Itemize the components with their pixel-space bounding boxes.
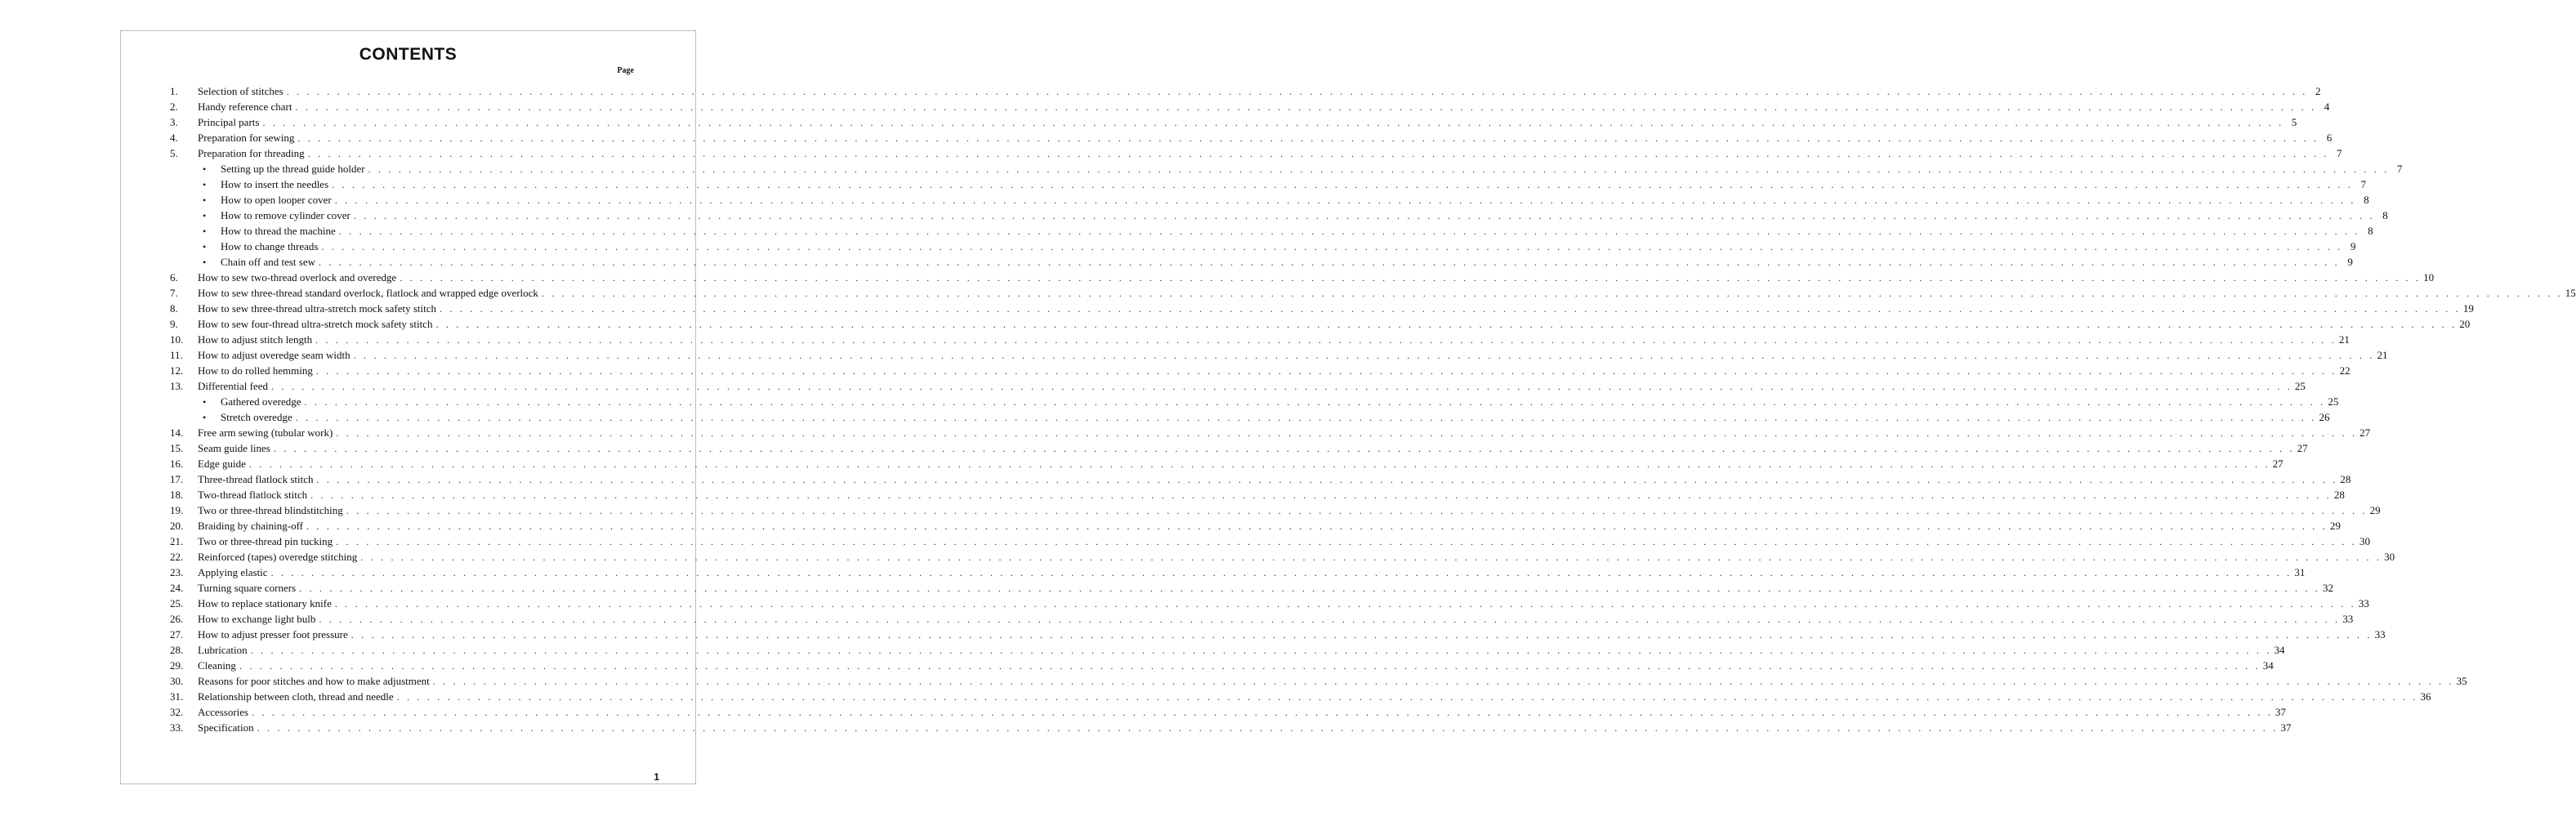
- dot-leader: . . . . . . . . . . . . . . . . . . . . . . . . . . . . . . . . . . . . . . . . . . . . . . . . . . . . . . . . . . . . . . . . . . . . . . . . . . . . . . . . . . . . . . . . . . . . . . . . . . . . . . . . . . . . . . . . . . . . . . . . . . . . . . . . . . . . . . . . . . . . . . . . . . . . . . . . . . . . . . . . . . . . . . . . . . . . . . . . . . . . . . . . . . . . . . . . . . . . . . . .: [295, 412, 2317, 423]
- dot-leader: . . . . . . . . . . . . . . . . . . . . . . . . . . . . . . . . . . . . . . . . . . . . . . . . . . . . . . . . . . . . . . . . . . . . . . . . . . . . . . . . . . . . . . . . . . . . . . . . . . . . . . . . . . . . . . . . . . . . . . . . . . . . . . . . . . . . . . . . . . . . . . . . . . . . . . . . . . . . . . . . . . . . . . . . . . . . . . . . . . . . . . . . . . . . . . . . . . . . . . . .: [400, 272, 2422, 283]
- entry-title: Preparation for sewing: [198, 132, 295, 144]
- entry-number: 1.: [170, 85, 178, 97]
- entry-title: Lubrication: [198, 644, 248, 656]
- entry-page-number: 21: [2377, 349, 2388, 361]
- entry-number: 31.: [170, 690, 184, 703]
- entry-title: How to sew four-thread ultra-stretch mock safety stitch: [198, 318, 433, 330]
- entry-number: 23.: [170, 566, 184, 578]
- dot-leader: . . . . . . . . . . . . . . . . . . . . . . . . . . . . . . . . . . . . . . . . . . . . . . . . . . . . . . . . . . . . . . . . . . . . . . . . . . . . . . . . . . . . . . . . . . . . . . . . . . . . . . . . . . . . . . . . . . . . . . . . . . . . . . . . . . . . . . . . . . . . . . . . . . . . . . . . . . . . . . . . . . . . . . . . . . . . . . . . . . . . . . . . . . . . . . . . . . . . . . . .: [315, 334, 2337, 346]
- entry-title: Selection of stitches: [198, 85, 283, 97]
- entry-page-number: 25: [2294, 380, 2306, 392]
- page-column-header: Page: [617, 66, 634, 75]
- entry-title: How to adjust presser foot pressure: [198, 628, 348, 641]
- entry-number: 13.: [170, 380, 184, 392]
- entry-title: Relationship between cloth, thread and needle: [198, 690, 394, 703]
- dot-leader: . . . . . . . . . . . . . . . . . . . . . . . . . . . . . . . . . . . . . . . . . . . . . . . . . . . . . . . . . . . . . . . . . . . . . . . . . . . . . . . . . . . . . . . . . . . . . . . . . . . . . . . . . . . . . . . . . . . . . . . . . . . . . . . . . . . . . . . . . . . . . . . . . . . . . . . . . . . . . . . . . . . . . . . . . . . . . . . . . . . . . . . . . . . . . . . . . . . . . . . .: [346, 505, 2368, 516]
- entry-page-number: 28: [2340, 473, 2351, 485]
- entry-title: Two or three-thread pin tucking: [198, 535, 333, 547]
- entry-page-number: 25: [2328, 395, 2339, 408]
- toc-entry: [170, 83, 2321, 99]
- entry-number: 24.: [170, 582, 184, 594]
- entry-title: Gathered overedge: [221, 395, 301, 408]
- dot-leader: . . . . . . . . . . . . . . . . . . . . . . . . . . . . . . . . . . . . . . . . . . . . . . . . . . . . . . . . . . . . . . . . . . . . . . . . . . . . . . . . . . . . . . . . . . . . . . . . . . . . . . . . . . . . . . . . . . . . . . . . . . . . . . . . . . . . . . . . . . . . . . . . . . . . . . . . . . . . . . . . . . . . . . . . . . . . . . . . . . . . . . . . . . . . . . . . . . . . . . . .: [353, 210, 2375, 221]
- entry-page-number: 36: [2420, 690, 2431, 703]
- dot-leader: . . . . . . . . . . . . . . . . . . . . . . . . . . . . . . . . . . . . . . . . . . . . . . . . . . . . . . . . . . . . . . . . . . . . . . . . . . . . . . . . . . . . . . . . . . . . . . . . . . . . . . . . . . . . . . . . . . . . . . . . . . . . . . . . . . . . . . . . . . . . . . . . . . . . . . . . . . . . . . . . . . . . . . . . . . . . . . . . . . . . . . . . . . . . . . . . . . . . . . . .: [271, 381, 2293, 392]
- entry-title: How to change threads: [221, 240, 319, 252]
- entry-page-number: 29: [2329, 520, 2341, 532]
- entry-number: 26.: [170, 613, 184, 625]
- toc-subentry: [170, 223, 2373, 239]
- entry-page-number: 19: [2462, 302, 2474, 315]
- dot-leader: . . . . . . . . . . . . . . . . . . . . . . . . . . . . . . . . . . . . . . . . . . . . . . . . . . . . . . . . . . . . . . . . . . . . . . . . . . . . . . . . . . . . . . . . . . . . . . . . . . . . . . . . . . . . . . . . . . . . . . . . . . . . . . . . . . . . . . . . . . . . . . . . . . . . . . . . . . . . . . . . . . . . . . . . . . . . . . . . . . . . . . . . . . . . . . . . . . . . . . . .: [299, 583, 2320, 594]
- entry-number: 32.: [170, 706, 184, 718]
- dot-leader: . . . . . . . . . . . . . . . . . . . . . . . . . . . . . . . . . . . . . . . . . . . . . . . . . . . . . . . . . . . . . . . . . . . . . . . . . . . . . . . . . . . . . . . . . . . . . . . . . . . . . . . . . . . . . . . . . . . . . . . . . . . . . . . . . . . . . . . . . . . . . . . . . . . . . . . . . . . . . . . . . . . . . . . . . . . . . . . . . . . . . . . . . . . . . . . . . . . . . . . .: [316, 474, 2338, 485]
- entry-title: How to insert the needles: [221, 178, 329, 190]
- entry-title: Two or three-thread blindstitching: [198, 504, 343, 516]
- entry-page-number: 37: [2280, 721, 2292, 734]
- entry-title: Seam guide lines: [198, 442, 270, 454]
- entry-title: Applying elastic: [198, 566, 268, 578]
- toc-entry: [170, 487, 2345, 502]
- entry-page-number: 10: [2423, 271, 2435, 283]
- entry-number: 29.: [170, 659, 184, 672]
- entry-title: Differential feed: [198, 380, 269, 392]
- dot-leader: . . . . . . . . . . . . . . . . . . . . . . . . . . . . . . . . . . . . . . . . . . . . . . . . . . . . . . . . . . . . . . . . . . . . . . . . . . . . . . . . . . . . . . . . . . . . . . . . . . . . . . . . . . . . . . . . . . . . . . . . . . . . . . . . . . . . . . . . . . . . . . . . . . . . . . . . . . . . . . . . . . . . . . . . . . . . . . . . . . . . . . . . . . . . . . . . . . . . . . . .: [252, 707, 2273, 718]
- entry-page-number: 26: [2319, 411, 2330, 423]
- toc-subentry: [170, 239, 2356, 254]
- entry-number: 21.: [170, 535, 184, 547]
- entry-page-number: 27: [2359, 426, 2371, 439]
- toc-entry: [170, 580, 2333, 596]
- toc-entry: [170, 611, 2354, 627]
- entry-number: 3.: [170, 116, 178, 128]
- entry-page-number: 8: [2382, 209, 2388, 221]
- toc-subentry: [170, 161, 2403, 176]
- entry-title: Specification: [198, 721, 254, 734]
- toc-subentry: [170, 176, 2366, 192]
- entry-bullet: •: [203, 210, 207, 221]
- toc-subentry: [170, 394, 2339, 409]
- toc-entry: [170, 114, 2297, 130]
- entry-number: 22.: [170, 551, 184, 563]
- dot-leader: . . . . . . . . . . . . . . . . . . . . . . . . . . . . . . . . . . . . . . . . . . . . . . . . . . . . . . . . . . . . . . . . . . . . . . . . . . . . . . . . . . . . . . . . . . . . . . . . . . . . . . . . . . . . . . . . . . . . . . . . . . . . . . . . . . . . . . . . . . . . . . . . . . . . . . . . . . . . . . . . . . . . . . . . . . . . . . . . . . . . . . . . . . . . . . . . . . . . . . . .: [332, 179, 2353, 190]
- toc-entry: [170, 301, 2474, 316]
- entry-title: How to do rolled hemming: [198, 364, 313, 377]
- entry-number: 6.: [170, 271, 178, 283]
- entry-number: 33.: [170, 721, 184, 734]
- table-of-contents: [170, 83, 2576, 735]
- entry-page-number: 8: [2364, 194, 2369, 206]
- entry-page-number: 31: [2294, 566, 2306, 578]
- entry-title: How to sew two-thread overlock and overedge: [198, 271, 397, 283]
- toc-entry: [170, 549, 2395, 565]
- entry-bullet: •: [203, 396, 207, 408]
- dot-leader: . . . . . . . . . . . . . . . . . . . . . . . . . . . . . . . . . . . . . . . . . . . . . . . . . . . . . . . . . . . . . . . . . . . . . . . . . . . . . . . . . . . . . . . . . . . . . . . . . . . . . . . . . . . . . . . . . . . . . . . . . . . . . . . . . . . . . . . . . . . . . . . . . . . . . . . . . . . . . . . . . . . . . . . . . . . . . . . . . . . . . . . . . . . . . . . . . . . . . . . .: [360, 551, 2382, 563]
- entry-number: 25.: [170, 597, 184, 609]
- entry-number: 16.: [170, 458, 184, 470]
- dot-leader: . . . . . . . . . . . . . . . . . . . . . . . . . . . . . . . . . . . . . . . . . . . . . . . . . . . . . . . . . . . . . . . . . . . . . . . . . . . . . . . . . . . . . . . . . . . . . . . . . . . . . . . . . . . . . . . . . . . . . . . . . . . . . . . . . . . . . . . . . . . . . . . . . . . . . . . . . . . . . . . . . . . . . . . . . . . . . . . . . . . . . . . . . . . . . . . . . . . . . . . .: [262, 117, 2284, 128]
- entry-title: Edge guide: [198, 458, 246, 470]
- toc-subentry: [170, 192, 2369, 208]
- entry-title: How to replace stationary knife: [198, 597, 332, 609]
- dot-leader: . . . . . . . . . . . . . . . . . . . . . . . . . . . . . . . . . . . . . . . . . . . . . . . . . . . . . . . . . . . . . . . . . . . . . . . . . . . . . . . . . . . . . . . . . . . . . . . . . . . . . . . . . . . . . . . . . . . . . . . . . . . . . . . . . . . . . . . . . . . . . . . . . . . . . . . . . . . . . . . . . . . . . . . . . . . . . . . . . . . . . . . . . . . . . . . . . . . . . . . .: [541, 288, 2563, 299]
- entry-page-number: 7: [2337, 147, 2342, 159]
- entry-number: 17.: [170, 473, 184, 485]
- dot-leader: . . . . . . . . . . . . . . . . . . . . . . . . . . . . . . . . . . . . . . . . . . . . . . . . . . . . . . . . . . . . . . . . . . . . . . . . . . . . . . . . . . . . . . . . . . . . . . . . . . . . . . . . . . . . . . . . . . . . . . . . . . . . . . . . . . . . . . . . . . . . . . . . . . . . . . . . . . . . . . . . . . . . . . . . . . . . . . . . . . . . . . . . . . . . . . . . . . . . . . . .: [295, 101, 2317, 113]
- toc-entry: [170, 285, 2576, 301]
- entry-number: 19.: [170, 504, 184, 516]
- entry-page-number: 9: [2350, 240, 2356, 252]
- entry-title: Two-thread flatlock stitch: [198, 489, 308, 501]
- toc-entry: [170, 627, 2386, 642]
- dot-leader: . . . . . . . . . . . . . . . . . . . . . . . . . . . . . . . . . . . . . . . . . . . . . . . . . . . . . . . . . . . . . . . . . . . . . . . . . . . . . . . . . . . . . . . . . . . . . . . . . . . . . . . . . . . . . . . . . . . . . . . . . . . . . . . . . . . . . . . . . . . . . . . . . . . . . . . . . . . . . . . . . . . . . . . . . . . . . . . . . . . . . . . . . . . . . . . . . . . . . . . .: [336, 536, 2357, 547]
- dot-leader: . . . . . . . . . . . . . . . . . . . . . . . . . . . . . . . . . . . . . . . . . . . . . . . . . . . . . . . . . . . . . . . . . . . . . . . . . . . . . . . . . . . . . . . . . . . . . . . . . . . . . . . . . . . . . . . . . . . . . . . . . . . . . . . . . . . . . . . . . . . . . . . . . . . . . . . . . . . . . . . . . . . . . . . . . . . . . . . . . . . . . . . . . . . . . . . . . . . . . . . .: [297, 132, 2319, 144]
- dot-leader: . . . . . . . . . . . . . . . . . . . . . . . . . . . . . . . . . . . . . . . . . . . . . . . . . . . . . . . . . . . . . . . . . . . . . . . . . . . . . . . . . . . . . . . . . . . . . . . . . . . . . . . . . . . . . . . . . . . . . . . . . . . . . . . . . . . . . . . . . . . . . . . . . . . . . . . . . . . . . . . . . . . . . . . . . . . . . . . . . . . . . . . . . . . . . . . . . . . . . . . .: [304, 396, 2326, 408]
- entry-title: How to sew three-thread standard overlock, flatlock and wrapped edge overlock: [198, 287, 538, 299]
- toc-entry: [170, 471, 2351, 487]
- entry-number: 7.: [170, 287, 178, 299]
- entry-number: 9.: [170, 318, 178, 330]
- entry-title: How to remove cylinder cover: [221, 209, 350, 221]
- dot-leader: . . . . . . . . . . . . . . . . . . . . . . . . . . . . . . . . . . . . . . . . . . . . . . . . . . . . . . . . . . . . . . . . . . . . . . . . . . . . . . . . . . . . . . . . . . . . . . . . . . . . . . . . . . . . . . . . . . . . . . . . . . . . . . . . . . . . . . . . . . . . . . . . . . . . . . . . . . . . . . . . . . . . . . . . . . . . . . . . . . . . . . . . . . . . . . . . . . . . . . . .: [319, 257, 2340, 268]
- entry-number: 11.: [170, 349, 183, 361]
- toc-subentry: [170, 254, 2353, 270]
- entry-title: Free arm sewing (tubular work): [198, 426, 333, 439]
- dot-leader: . . . . . . . . . . . . . . . . . . . . . . . . . . . . . . . . . . . . . . . . . . . . . . . . . . . . . . . . . . . . . . . . . . . . . . . . . . . . . . . . . . . . . . . . . . . . . . . . . . . . . . . . . . . . . . . . . . . . . . . . . . . . . . . . . . . . . . . . . . . . . . . . . . . . . . . . . . . . . . . . . . . . . . . . . . . . . . . . . . . . . . . . . . . . . . . . . . . . . . . .: [336, 427, 2358, 439]
- entry-title: How to adjust stitch length: [198, 333, 313, 346]
- toc-entry: [170, 99, 2330, 114]
- toc-subentry: [170, 409, 2330, 425]
- dot-leader: . . . . . . . . . . . . . . . . . . . . . . . . . . . . . . . . . . . . . . . . . . . . . . . . . . . . . . . . . . . . . . . . . . . . . . . . . . . . . . . . . . . . . . . . . . . . . . . . . . . . . . . . . . . . . . . . . . . . . . . . . . . . . . . . . . . . . . . . . . . . . . . . . . . . . . . . . . . . . . . . . . . . . . . . . . . . . . . . . . . . . . . . . . . . . . . . . . . . . . . .: [435, 319, 2458, 330]
- toc-entry: [170, 673, 2467, 689]
- dot-leader: . . . . . . . . . . . . . . . . . . . . . . . . . . . . . . . . . . . . . . . . . . . . . . . . . . . . . . . . . . . . . . . . . . . . . . . . . . . . . . . . . . . . . . . . . . . . . . . . . . . . . . . . . . . . . . . . . . . . . . . . . . . . . . . . . . . . . . . . . . . . . . . . . . . . . . . . . . . . . . . . . . . . . . . . . . . . . . . . . . . . . . . . . . . . . . . . . . . . . . . .: [432, 676, 2454, 687]
- dot-leader: . . . . . . . . . . . . . . . . . . . . . . . . . . . . . . . . . . . . . . . . . . . . . . . . . . . . . . . . . . . . . . . . . . . . . . . . . . . . . . . . . . . . . . . . . . . . . . . . . . . . . . . . . . . . . . . . . . . . . . . . . . . . . . . . . . . . . . . . . . . . . . . . . . . . . . . . . . . . . . . . . . . . . . . . . . . . . . . . . . . . . . . . . . . . . . . . . . . . . . . .: [396, 691, 2418, 703]
- entry-title: Braiding by chaining-off: [198, 520, 304, 532]
- toc-entry: [170, 145, 2342, 161]
- entry-page-number: 6: [2326, 132, 2333, 144]
- toc-entry: [170, 378, 2306, 394]
- toc-entry: [170, 642, 2285, 658]
- toc-entry: [170, 425, 2371, 440]
- entry-number: 4.: [170, 132, 178, 144]
- page-title: CONTENTS: [359, 45, 458, 64]
- toc-entry: [170, 720, 2292, 735]
- entry-number: 28.: [170, 644, 184, 656]
- dot-leader: . . . . . . . . . . . . . . . . . . . . . . . . . . . . . . . . . . . . . . . . . . . . . . . . . . . . . . . . . . . . . . . . . . . . . . . . . . . . . . . . . . . . . . . . . . . . . . . . . . . . . . . . . . . . . . . . . . . . . . . . . . . . . . . . . . . . . . . . . . . . . . . . . . . . . . . . . . . . . . . . . . . . . . . . . . . . . . . . . . . . . . . . . . . . . . . . . . . . . . . .: [321, 241, 2343, 252]
- toc-entry: [170, 332, 2350, 347]
- toc-entry: [170, 502, 2381, 518]
- toc-entry: [170, 518, 2341, 534]
- dot-leader: . . . . . . . . . . . . . . . . . . . . . . . . . . . . . . . . . . . . . . . . . . . . . . . . . . . . . . . . . . . . . . . . . . . . . . . . . . . . . . . . . . . . . . . . . . . . . . . . . . . . . . . . . . . . . . . . . . . . . . . . . . . . . . . . . . . . . . . . . . . . . . . . . . . . . . . . . . . . . . . . . . . . . . . . . . . . . . . . . . . . . . . . . . . . . . . . . . . . . . . .: [273, 443, 2295, 454]
- entry-page-number: 32: [2322, 582, 2333, 594]
- entry-page-number: 9: [2347, 256, 2353, 268]
- entry-title: Handy reference chart: [198, 100, 292, 113]
- entry-page-number: 7: [2396, 163, 2403, 175]
- entry-number: 5.: [170, 147, 178, 159]
- entry-page-number: 33: [2358, 597, 2369, 609]
- entry-title: Accessories: [198, 706, 249, 718]
- entry-page-number: 34: [2262, 659, 2274, 672]
- dot-leader: . . . . . . . . . . . . . . . . . . . . . . . . . . . . . . . . . . . . . . . . . . . . . . . . . . . . . . . . . . . . . . . . . . . . . . . . . . . . . . . . . . . . . . . . . . . . . . . . . . . . . . . . . . . . . . . . . . . . . . . . . . . . . . . . . . . . . . . . . . . . . . . . . . . . . . . . . . . . . . . . . . . . . . . . . . . . . . . . . . . . . . . . . . . . . . . . . . . . . . . .: [270, 567, 2293, 578]
- entry-page-number: 33: [2342, 613, 2354, 625]
- entry-title: Principal parts: [198, 116, 260, 128]
- page-number: 1: [654, 771, 659, 783]
- entry-number: 8.: [170, 302, 178, 315]
- entry-page-number: 8: [2368, 225, 2373, 237]
- entry-page-number: 21: [2338, 333, 2350, 346]
- entry-page-number: 4: [2324, 100, 2330, 113]
- entry-number: 15.: [170, 442, 184, 454]
- dot-leader: . . . . . . . . . . . . . . . . . . . . . . . . . . . . . . . . . . . . . . . . . . . . . . . . . . . . . . . . . . . . . . . . . . . . . . . . . . . . . . . . . . . . . . . . . . . . . . . . . . . . . . . . . . . . . . . . . . . . . . . . . . . . . . . . . . . . . . . . . . . . . . . . . . . . . . . . . . . . . . . . . . . . . . . . . . . . . . . . . . . . . . . . . . . . . . . . . . . . . . . .: [307, 148, 2329, 159]
- dot-leader: . . . . . . . . . . . . . . . . . . . . . . . . . . . . . . . . . . . . . . . . . . . . . . . . . . . . . . . . . . . . . . . . . . . . . . . . . . . . . . . . . . . . . . . . . . . . . . . . . . . . . . . . . . . . . . . . . . . . . . . . . . . . . . . . . . . . . . . . . . . . . . . . . . . . . . . . . . . . . . . . . . . . . . . . . . . . . . . . . . . . . . . . . . . . . . . . . . . . . . . .: [353, 350, 2375, 361]
- entry-bullet: •: [203, 412, 207, 423]
- dot-leader: . . . . . . . . . . . . . . . . . . . . . . . . . . . . . . . . . . . . . . . . . . . . . . . . . . . . . . . . . . . . . . . . . . . . . . . . . . . . . . . . . . . . . . . . . . . . . . . . . . . . . . . . . . . . . . . . . . . . . . . . . . . . . . . . . . . . . . . . . . . . . . . . . . . . . . . . . . . . . . . . . . . . . . . . . . . . . . . . . . . . . . . . . . . . . . . . . . . . . . . .: [248, 458, 2270, 470]
- entry-page-number: 29: [2369, 504, 2381, 516]
- entry-number: 10.: [170, 333, 184, 346]
- toc-entry: [170, 658, 2274, 673]
- entry-title: How to open looper cover: [221, 194, 332, 206]
- entry-page-number: 27: [2272, 458, 2284, 470]
- dot-leader: . . . . . . . . . . . . . . . . . . . . . . . . . . . . . . . . . . . . . . . . . . . . . . . . . . . . . . . . . . . . . . . . . . . . . . . . . . . . . . . . . . . . . . . . . . . . . . . . . . . . . . . . . . . . . . . . . . . . . . . . . . . . . . . . . . . . . . . . . . . . . . . . . . . . . . . . . . . . . . . . . . . . . . . . . . . . . . . . . . . . . . . . . . . . . . . . . . . . . . . .: [334, 194, 2356, 206]
- toc-entry: [170, 316, 2471, 332]
- toc-entry: [170, 565, 2306, 580]
- entry-number: 14.: [170, 426, 184, 439]
- entry-bullet: •: [203, 163, 207, 175]
- dot-leader: . . . . . . . . . . . . . . . . . . . . . . . . . . . . . . . . . . . . . . . . . . . . . . . . . . . . . . . . . . . . . . . . . . . . . . . . . . . . . . . . . . . . . . . . . . . . . . . . . . . . . . . . . . . . . . . . . . . . . . . . . . . . . . . . . . . . . . . . . . . . . . . . . . . . . . . . . . . . . . . . . . . . . . . . . . . . . . . . . . . . . . . . . . . . . . . . . . . . . . . .: [338, 225, 2360, 237]
- entry-number: 20.: [170, 520, 184, 532]
- toc-entry: [170, 347, 2388, 363]
- entry-title: Stretch overedge: [221, 411, 292, 423]
- dot-leader: . . . . . . . . . . . . . . . . . . . . . . . . . . . . . . . . . . . . . . . . . . . . . . . . . . . . . . . . . . . . . . . . . . . . . . . . . . . . . . . . . . . . . . . . . . . . . . . . . . . . . . . . . . . . . . . . . . . . . . . . . . . . . . . . . . . . . . . . . . . . . . . . . . . . . . . . . . . . . . . . . . . . . . . . . . . . . . . . . . . . . . . . . . . . . . . . . . . . . . . .: [239, 660, 2261, 672]
- entry-page-number: 34: [2274, 644, 2285, 656]
- entry-bullet: •: [203, 225, 207, 237]
- dot-leader: . . . . . . . . . . . . . . . . . . . . . . . . . . . . . . . . . . . . . . . . . . . . . . . . . . . . . . . . . . . . . . . . . . . . . . . . . . . . . . . . . . . . . . . . . . . . . . . . . . . . . . . . . . . . . . . . . . . . . . . . . . . . . . . . . . . . . . . . . . . . . . . . . . . . . . . . . . . . . . . . . . . . . . . . . . . . . . . . . . . . . . . . . . . . . . . . . . . . . . . .: [315, 365, 2337, 377]
- entry-page-number: 28: [2333, 489, 2345, 501]
- entry-title: Preparation for threading: [198, 147, 305, 159]
- entry-page-number: 35: [2456, 675, 2467, 687]
- toc-entry: [170, 363, 2351, 378]
- entry-page-number: 22: [2339, 364, 2351, 377]
- entry-title: How to exchange light bulb: [198, 613, 316, 625]
- entry-bullet: •: [203, 179, 207, 190]
- entry-page-number: 27: [2297, 442, 2308, 454]
- entry-title: Three-thread flatlock stitch: [198, 473, 314, 485]
- toc-entry: [170, 534, 2370, 549]
- toc-entry: [170, 270, 2435, 285]
- entry-page-number: 5: [2291, 116, 2297, 128]
- entry-title: Turning square corners: [198, 582, 297, 594]
- toc-entry: [170, 596, 2369, 611]
- entry-number: 30.: [170, 675, 184, 687]
- dot-leader: . . . . . . . . . . . . . . . . . . . . . . . . . . . . . . . . . . . . . . . . . . . . . . . . . . . . . . . . . . . . . . . . . . . . . . . . . . . . . . . . . . . . . . . . . . . . . . . . . . . . . . . . . . . . . . . . . . . . . . . . . . . . . . . . . . . . . . . . . . . . . . . . . . . . . . . . . . . . . . . . . . . . . . . . . . . . . . . . . . . . . . . . . . . . . . . . . . . . . . . .: [440, 303, 2461, 315]
- dot-leader: . . . . . . . . . . . . . . . . . . . . . . . . . . . . . . . . . . . . . . . . . . . . . . . . . . . . . . . . . . . . . . . . . . . . . . . . . . . . . . . . . . . . . . . . . . . . . . . . . . . . . . . . . . . . . . . . . . . . . . . . . . . . . . . . . . . . . . . . . . . . . . . . . . . . . . . . . . . . . . . . . . . . . . . . . . . . . . . . . . . . . . . . . . . . . . . . . . . . . . . .: [319, 614, 2341, 625]
- entry-title: How to sew three-thread ultra-stretch mock safety stitch: [198, 302, 437, 315]
- entry-bullet: •: [203, 257, 207, 268]
- entry-number: 27.: [170, 628, 184, 641]
- entry-page-number: 2: [2315, 85, 2321, 97]
- dot-leader: . . . . . . . . . . . . . . . . . . . . . . . . . . . . . . . . . . . . . . . . . . . . . . . . . . . . . . . . . . . . . . . . . . . . . . . . . . . . . . . . . . . . . . . . . . . . . . . . . . . . . . . . . . . . . . . . . . . . . . . . . . . . . . . . . . . . . . . . . . . . . . . . . . . . . . . . . . . . . . . . . . . . . . . . . . . . . . . . . . . . . . . . . . . . . . . . . . . . . . . .: [334, 598, 2356, 609]
- entry-title: Setting up the thread guide holder: [221, 163, 365, 175]
- document-page: [120, 30, 2576, 784]
- entry-title: Reasons for poor stitches and how to make adjustment: [198, 675, 430, 687]
- entry-page-number: 30: [2359, 535, 2370, 547]
- dot-leader: . . . . . . . . . . . . . . . . . . . . . . . . . . . . . . . . . . . . . . . . . . . . . . . . . . . . . . . . . . . . . . . . . . . . . . . . . . . . . . . . . . . . . . . . . . . . . . . . . . . . . . . . . . . . . . . . . . . . . . . . . . . . . . . . . . . . . . . . . . . . . . . . . . . . . . . . . . . . . . . . . . . . . . . . . . . . . . . . . . . . . . . . . . . . . . . . . . . . . . . .: [306, 520, 2328, 532]
- entry-title: How to thread the machine: [221, 225, 336, 237]
- entry-title: Chain off and test sew: [221, 256, 316, 268]
- toc-entry: [170, 704, 2286, 720]
- entry-page-number: 20: [2459, 318, 2471, 330]
- entry-title: Cleaning: [198, 659, 236, 672]
- dot-leader: . . . . . . . . . . . . . . . . . . . . . . . . . . . . . . . . . . . . . . . . . . . . . . . . . . . . . . . . . . . . . . . . . . . . . . . . . . . . . . . . . . . . . . . . . . . . . . . . . . . . . . . . . . . . . . . . . . . . . . . . . . . . . . . . . . . . . . . . . . . . . . . . . . . . . . . . . . . . . . . . . . . . . . . . . . . . . . . . . . . . . . . . . . . . . . . . . . . . . . . .: [310, 489, 2332, 501]
- toc-entry: [170, 689, 2431, 704]
- toc-entry: [170, 440, 2308, 456]
- entry-number: 12.: [170, 364, 184, 377]
- entry-bullet: •: [203, 194, 207, 206]
- entry-bullet: •: [203, 241, 207, 252]
- entry-number: 18.: [170, 489, 184, 501]
- toc-entry: [170, 130, 2333, 145]
- entry-title: Reinforced (tapes) overedge stitching: [198, 551, 358, 563]
- dot-leader: . . . . . . . . . . . . . . . . . . . . . . . . . . . . . . . . . . . . . . . . . . . . . . . . . . . . . . . . . . . . . . . . . . . . . . . . . . . . . . . . . . . . . . . . . . . . . . . . . . . . . . . . . . . . . . . . . . . . . . . . . . . . . . . . . . . . . . . . . . . . . . . . . . . . . . . . . . . . . . . . . . . . . . . . . . . . . . . . . . . . . . . . . . . . . . . . . . . . . . . .: [250, 645, 2272, 656]
- entry-page-number: 7: [2360, 178, 2366, 190]
- entry-title: How to adjust overedge seam width: [198, 349, 350, 361]
- entry-number: 2.: [170, 100, 178, 113]
- dot-leader: . . . . . . . . . . . . . . . . . . . . . . . . . . . . . . . . . . . . . . . . . . . . . . . . . . . . . . . . . . . . . . . . . . . . . . . . . . . . . . . . . . . . . . . . . . . . . . . . . . . . . . . . . . . . . . . . . . . . . . . . . . . . . . . . . . . . . . . . . . . . . . . . . . . . . . . . . . . . . . . . . . . . . . . . . . . . . . . . . . . . . . . . . . . . . . . . . . . . . . . .: [368, 163, 2390, 175]
- entry-page-number: 37: [2275, 706, 2286, 718]
- dot-leader: . . . . . . . . . . . . . . . . . . . . . . . . . . . . . . . . . . . . . . . . . . . . . . . . . . . . . . . . . . . . . . . . . . . . . . . . . . . . . . . . . . . . . . . . . . . . . . . . . . . . . . . . . . . . . . . . . . . . . . . . . . . . . . . . . . . . . . . . . . . . . . . . . . . . . . . . . . . . . . . . . . . . . . . . . . . . . . . . . . . . . . . . . . . . . . . . . . . . . . . .: [286, 86, 2308, 97]
- toc-entry: [170, 456, 2284, 471]
- toc-subentry: [170, 208, 2388, 223]
- entry-page-number: 33: [2374, 628, 2386, 641]
- entry-page-number: 15: [2565, 287, 2576, 299]
- dot-leader: . . . . . . . . . . . . . . . . . . . . . . . . . . . . . . . . . . . . . . . . . . . . . . . . . . . . . . . . . . . . . . . . . . . . . . . . . . . . . . . . . . . . . . . . . . . . . . . . . . . . . . . . . . . . . . . . . . . . . . . . . . . . . . . . . . . . . . . . . . . . . . . . . . . . . . . . . . . . . . . . . . . . . . . . . . . . . . . . . . . . . . . . . . . . . . . . . . . . . . . .: [350, 629, 2373, 641]
- dot-leader: . . . . . . . . . . . . . . . . . . . . . . . . . . . . . . . . . . . . . . . . . . . . . . . . . . . . . . . . . . . . . . . . . . . . . . . . . . . . . . . . . . . . . . . . . . . . . . . . . . . . . . . . . . . . . . . . . . . . . . . . . . . . . . . . . . . . . . . . . . . . . . . . . . . . . . . . . . . . . . . . . . . . . . . . . . . . . . . . . . . . . . . . . . . . . . . . . . . . . . . .: [257, 722, 2279, 734]
- entry-page-number: 30: [2384, 551, 2395, 563]
